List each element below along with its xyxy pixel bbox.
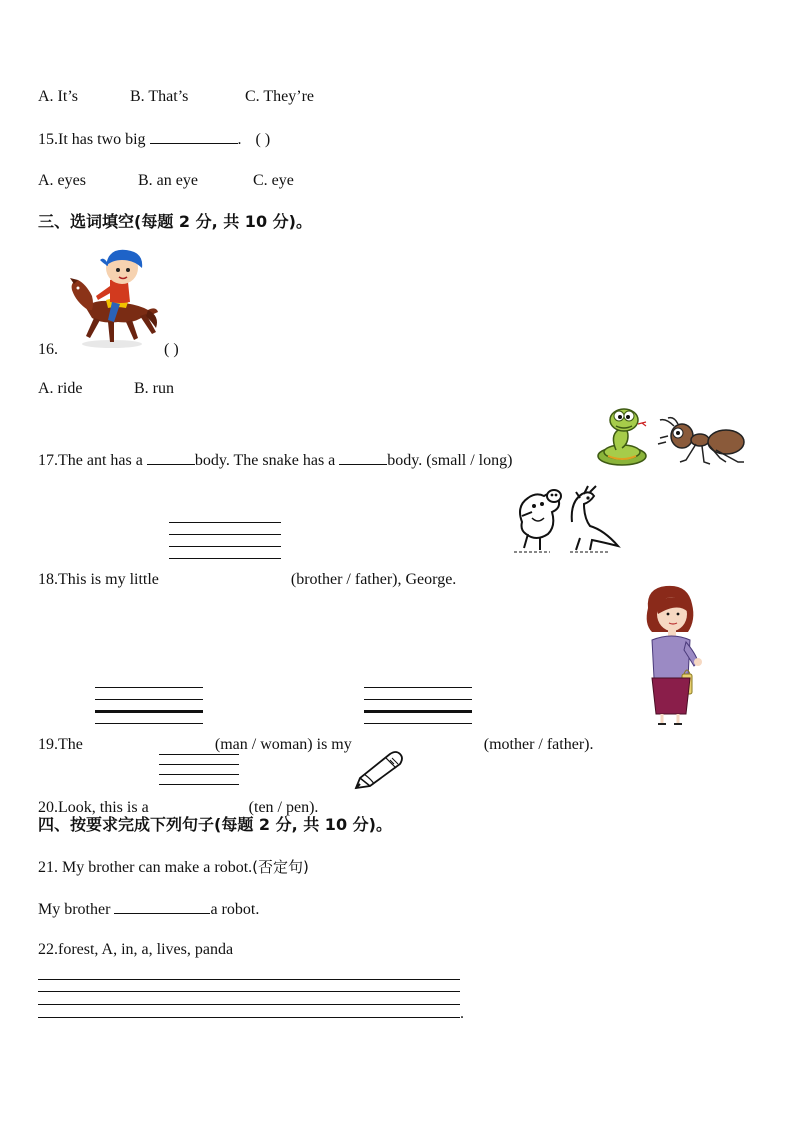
q21-answer-blank[interactable] bbox=[114, 899, 210, 914]
q15-options bbox=[38, 171, 294, 191]
q16-option-a: A. ride bbox=[38, 380, 83, 397]
pen-icon bbox=[350, 750, 404, 792]
q16-question: 16. ( ) bbox=[38, 341, 179, 358]
q16-answer-paren[interactable]: ( ) bbox=[164, 341, 179, 358]
ant-icon bbox=[656, 416, 748, 466]
q16-options bbox=[38, 379, 174, 399]
q21-question: 21. My brother can make a robot.(否定句) bbox=[38, 858, 309, 876]
q17-blank-2[interactable] bbox=[339, 450, 387, 465]
q15-option-c: C. eye bbox=[253, 172, 294, 189]
q20-writing-lines[interactable] bbox=[159, 778, 239, 814]
q19-question: 19.The (man / woman) is my (mother / father). bbox=[38, 711, 593, 755]
q14-option-a: A. It’s bbox=[38, 88, 78, 105]
q17-blank-1[interactable] bbox=[147, 450, 195, 465]
q22-writing-lines[interactable] bbox=[38, 979, 460, 1021]
q17-question: 17.The ant has a body. The snake has a body. (small / long) bbox=[38, 452, 513, 469]
boy-riding-horse-icon bbox=[64, 246, 160, 350]
q14-options bbox=[38, 87, 314, 107]
q22-question: 22.forest, A, in, a, lives, panda bbox=[38, 941, 234, 958]
section-3-title: 三、选词填空(每题 2 分, 共 10 分)。 bbox=[38, 212, 312, 231]
q19-writing-lines-2[interactable] bbox=[364, 711, 472, 751]
q20-question: 20.Look, this is a (ten / pen). bbox=[38, 778, 318, 818]
q14-option-c: C. They’re bbox=[245, 88, 315, 105]
q15-answer-blank[interactable] bbox=[150, 129, 238, 144]
q15-question: 15.It has two big . ( ) bbox=[38, 131, 271, 148]
q19-writing-lines-1[interactable] bbox=[95, 711, 203, 751]
pig-dinosaur-icon bbox=[510, 482, 622, 556]
section-4-title: 四、按要求完成下列句子(每题 2 分, 共 10 分)。 bbox=[38, 815, 392, 834]
q21-answer: My brother a robot. bbox=[38, 901, 260, 918]
q18-question: 18.This is my little (brother / father), George. bbox=[38, 546, 456, 590]
q14-option-b: B. That’s bbox=[130, 88, 189, 105]
q18-writing-lines[interactable] bbox=[169, 546, 281, 586]
q15-option-a: A. eyes bbox=[38, 172, 86, 189]
woman-icon bbox=[638, 584, 706, 726]
q15-option-b: B. an eye bbox=[138, 172, 198, 189]
q15-answer-paren[interactable]: ( ) bbox=[255, 131, 271, 148]
q16-option-b: B. run bbox=[134, 380, 174, 397]
snake-icon bbox=[594, 406, 650, 468]
q22-end-period: . bbox=[460, 1005, 464, 1022]
